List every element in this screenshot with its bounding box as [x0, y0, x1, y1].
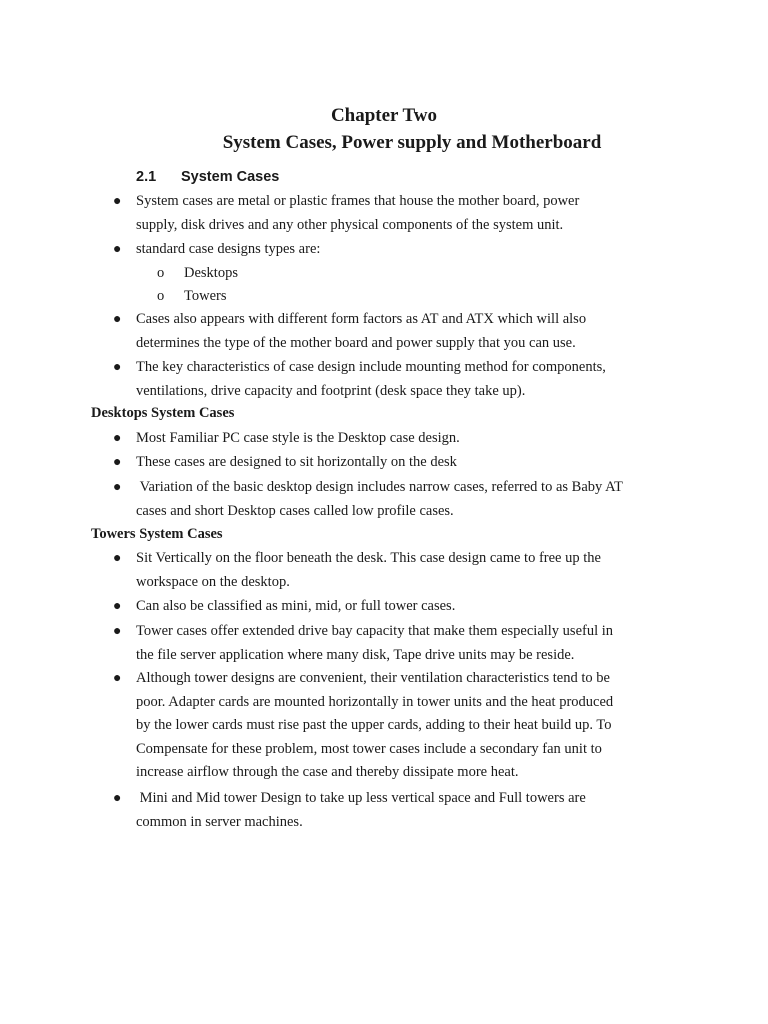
bullet-icon: ●	[113, 791, 122, 806]
bullet-icon: ●	[113, 624, 122, 639]
section-title: System Cases	[181, 169, 280, 185]
list-item-text: standard case designs types are:	[136, 241, 321, 257]
list-item-text: System cases are metal or plastic frames that house the mother board, power supply, disk drives and any other physical components of the system unit.	[136, 193, 580, 233]
sub-list-item	[157, 262, 238, 285]
list-item-text: Can also be classified as mini, mid, or full tower cases.	[136, 598, 456, 614]
list-item	[113, 787, 673, 834]
bullet-icon: ●	[113, 671, 122, 686]
bullet-icon: ●	[113, 455, 122, 470]
sub-list-item-text: Towers	[184, 288, 227, 304]
list-item-text: Tower cases offer extended drive bay capacity that make them especially useful in the file server application where many disk, Tape drive units may be reside.	[136, 623, 614, 663]
bullet-icon: ●	[113, 551, 122, 566]
list-item	[113, 667, 673, 785]
list-item	[113, 427, 673, 451]
bullet-icon: ●	[113, 242, 122, 257]
bullet-icon: ●	[113, 431, 122, 446]
list-item	[113, 620, 673, 667]
list-item	[113, 595, 673, 619]
list-item	[113, 308, 673, 355]
chapter-subtitle: System Cases, Power supply and Motherboard	[222, 132, 602, 153]
list-item-text: Sit Vertically on the floor beneath the desk. This case design came to free up the workspace on the desktop.	[136, 550, 601, 590]
section-heading	[136, 167, 279, 187]
list-item-text: Mini and Mid tower Design to take up less vertical space and Full towers are common in server machines.	[136, 790, 586, 830]
chapter-title: Chapter Two	[330, 105, 438, 126]
list-item-text: These cases are designed to sit horizontally on the desk	[136, 454, 457, 470]
bullet-icon: ●	[113, 599, 122, 614]
sub-list-item	[157, 285, 226, 308]
list-item-text: Variation of the basic desktop design includes narrow cases, referred to as Baby AT cases and short Desktop cases called low profile cases.	[136, 479, 623, 519]
bullet-icon: ●	[113, 194, 122, 209]
circle-bullet-icon: o	[157, 265, 165, 281]
bullet-icon: ●	[113, 480, 122, 495]
desktops-heading: Desktops System Cases	[91, 405, 235, 421]
list-item	[113, 238, 673, 262]
circle-bullet-icon: o	[157, 288, 165, 304]
list-item	[113, 356, 673, 403]
list-item	[113, 190, 673, 237]
list-item-text: The key characteristics of case design include mounting method for components, ventilations, drive capacity and footprint (desk space they take up).	[136, 359, 606, 399]
bullet-icon: ●	[113, 312, 122, 327]
list-item-text: Most Familiar PC case style is the Desktop case design.	[136, 430, 460, 446]
towers-heading: Towers System Cases	[91, 526, 223, 542]
list-item-text: Cases also appears with different form factors as AT and ATX which will also determines the type of the mother board and power supply that you can use.	[136, 311, 587, 351]
list-item-text: Although tower designs are convenient, their ventilation characteristics tend to be poor. Adapter cards are mounted horizontally in tower units and the heat produced by the lower cards must rise past the upper cards, adding to their heat build up. To Compensate for these problem, most tower cases include a secondary fan unit to increase airflow through the case and thereby dissipate more heat.	[136, 670, 614, 781]
bullet-icon: ●	[113, 360, 122, 375]
list-item	[113, 451, 673, 475]
list-item	[113, 476, 673, 523]
section-number: 2.1	[136, 169, 157, 185]
list-item	[113, 547, 673, 594]
sub-list-item-text: Desktops	[184, 265, 238, 281]
